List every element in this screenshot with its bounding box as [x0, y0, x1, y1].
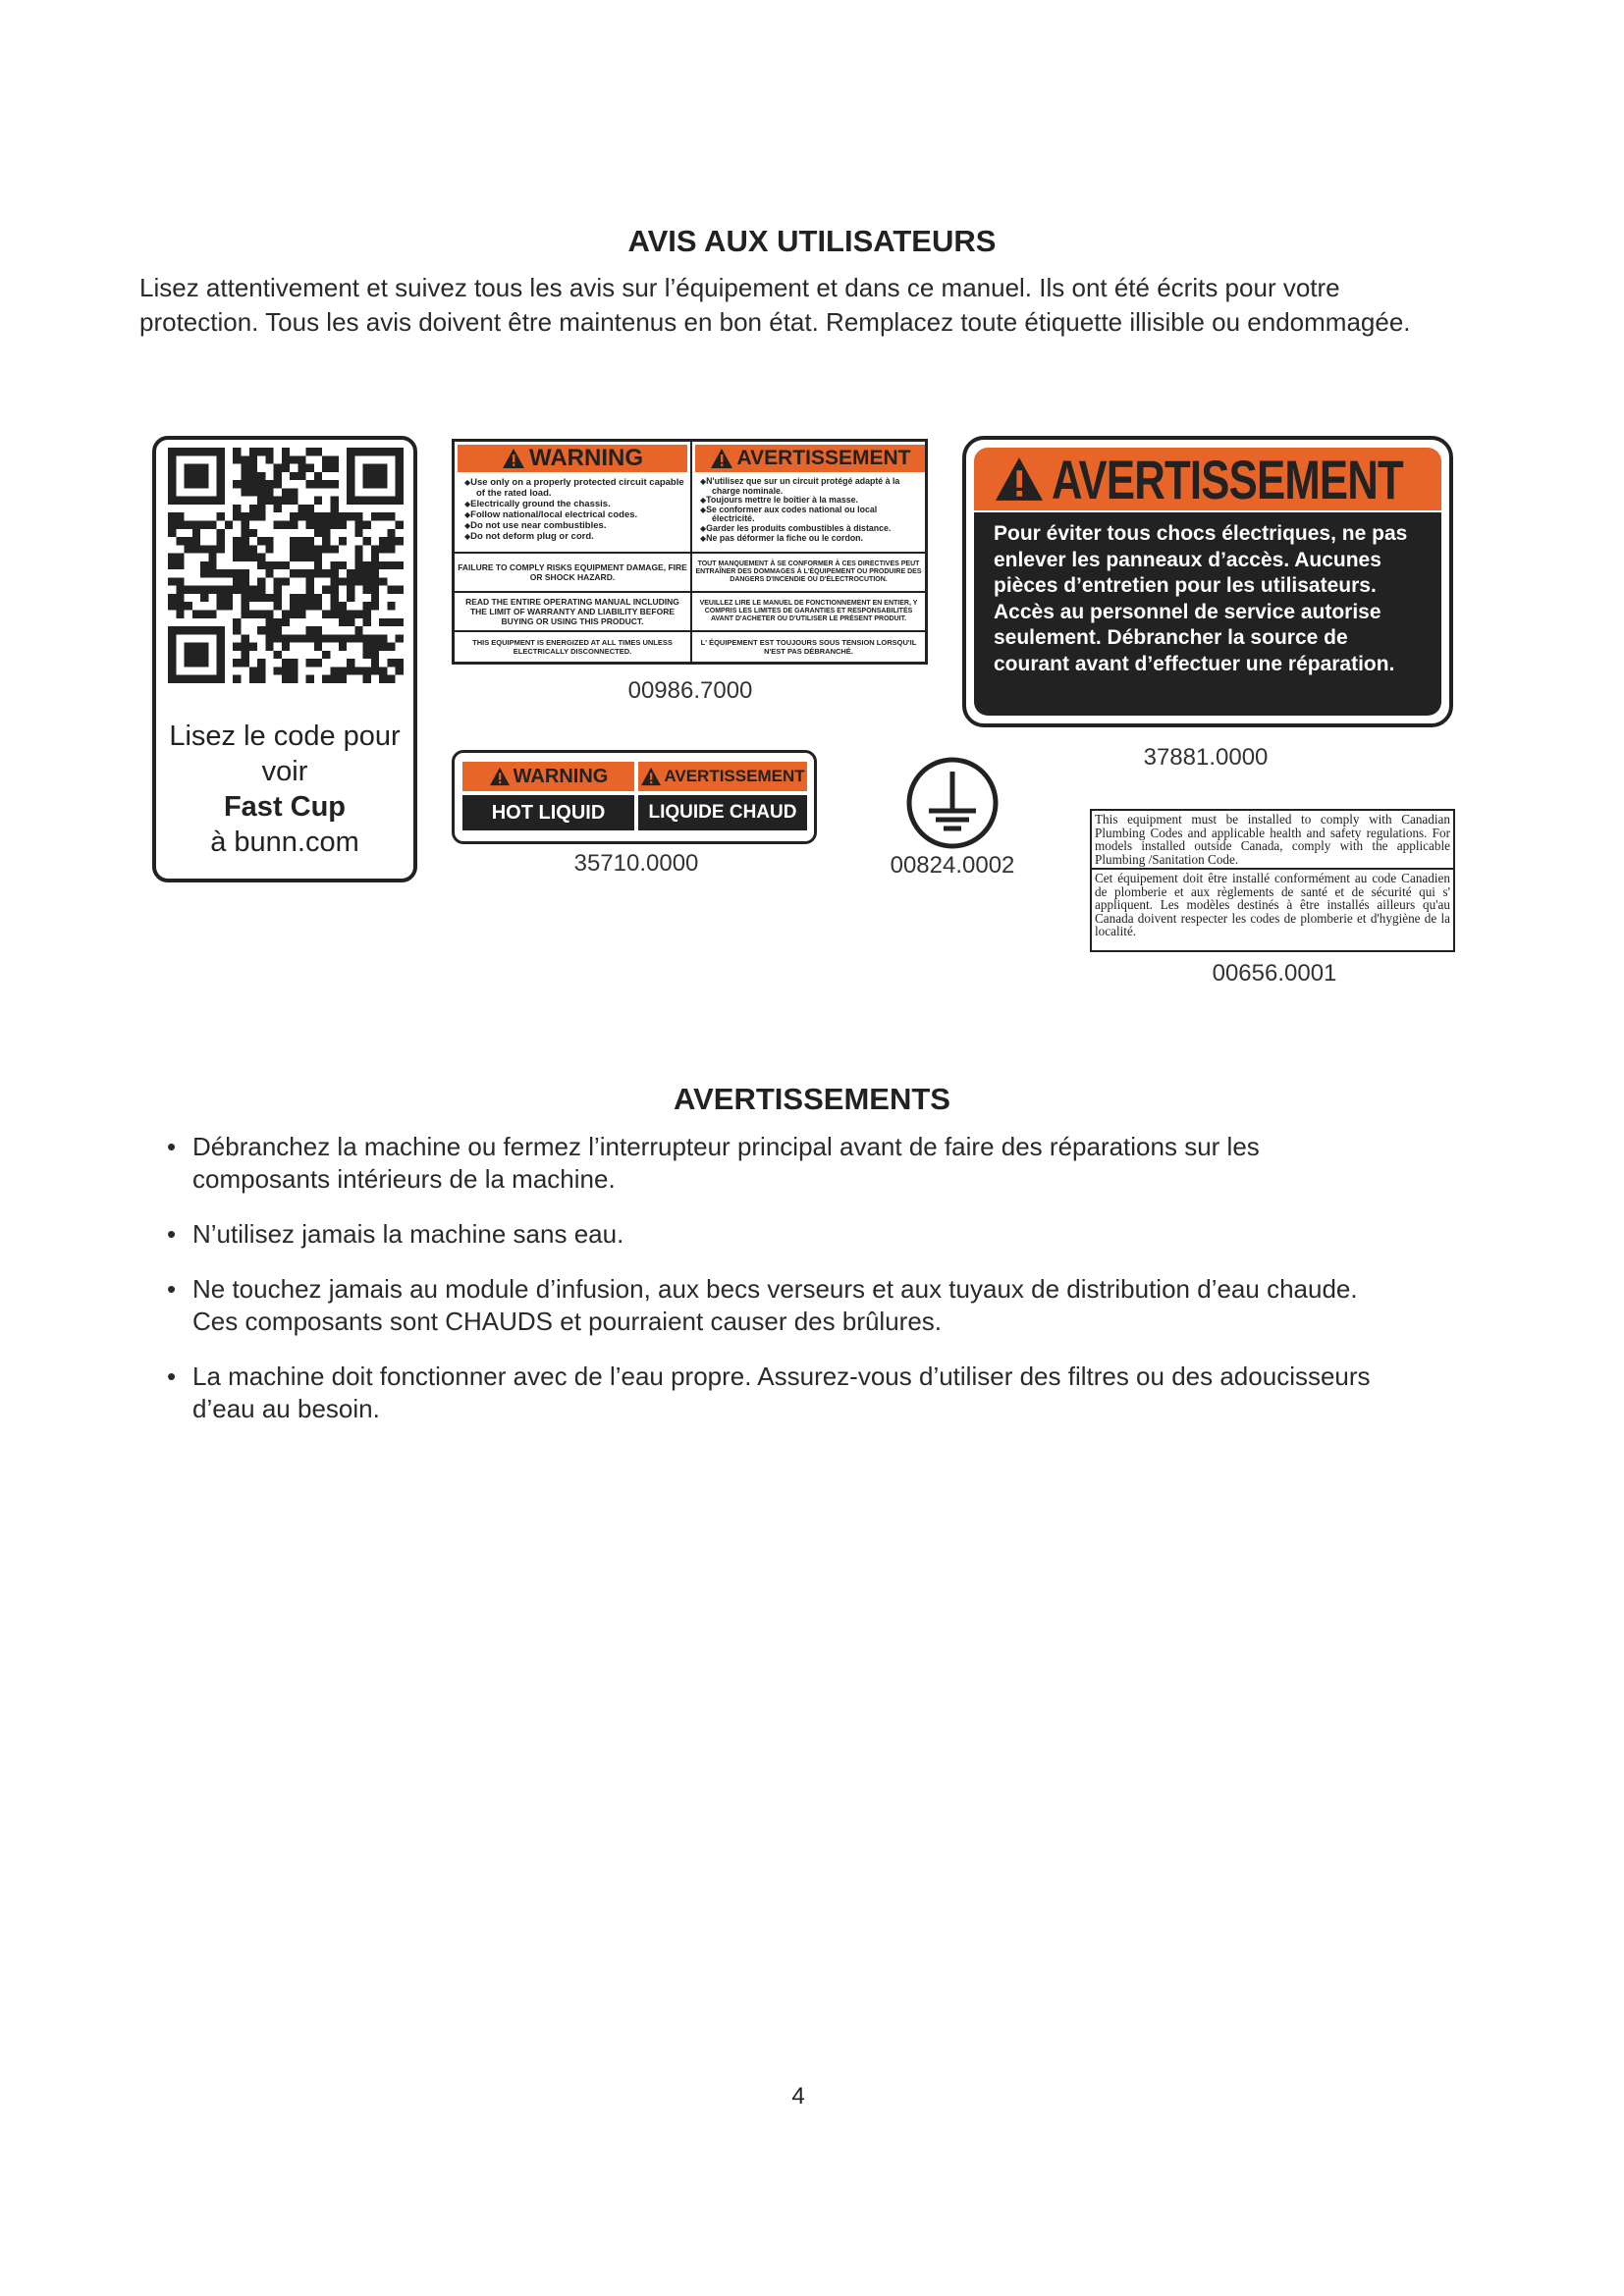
label-code-37881: 37881.0000 — [1143, 744, 1269, 771]
bullet-en: ◆ Electrically ground the chassis. — [476, 499, 686, 509]
notices-title: AVIS AUX UTILISATEURS — [627, 224, 997, 258]
warning-triangle-icon — [502, 448, 525, 469]
notices-intro: Lisez attentivement et suivez tous les avis sur l’équipement et dans ce manuel. Ils ont été écrits pour votre protection. Tous les avis doivent être maintenus en bon état. Remplacez toute étiquette illisible ou endommagée. — [139, 273, 1411, 337]
avertissement-header-text: AVERTISSEMENT — [1051, 448, 1403, 510]
bullet-fr: ◆ Toujours mettre le boîtier à la masse. — [712, 496, 922, 506]
label-row3-en: THIS EQUIPMENT IS ENERGIZED AT ALL TIMES UNLESS ELECTRICALLY DISCONNECTED. — [455, 630, 690, 662]
warning-triangle-icon — [489, 767, 511, 786]
bullet-en: ◆ Use only on a properly protected circuit capable of the rated load. — [476, 477, 686, 499]
label-code-35710: 35710.0000 — [573, 850, 699, 877]
warning-header-en-text: WARNING — [529, 445, 643, 471]
hot-liquid-label-35710 — [452, 750, 817, 844]
label-row1-fr: TOUT MANQUEMENT À SE CONFORMER À CES DIRECTIVES PEUT ENTRAÎNER DES DOMMAGES À L'ÉQUIPEMENT OU PRODUIRE DES DANGERS D'INCENDIE OU D'ÉLECTROCUTION. — [692, 552, 925, 591]
label-row3-fr: L' ÉQUIPEMENT EST TOUJOURS SOUS TENSION LORSQU'IL N'EST PAS DÉBRANCHÉ. — [692, 630, 925, 662]
canadian-label-text-en: This equipment must be installed to comply with Canadian Plumbing Codes and applicable health and safety regulations. For models installed outside Canada, comply with the applicable Plumbing /Sanitation Code. — [1095, 812, 1450, 867]
qr-code-icon — [168, 448, 404, 683]
warning-header-en — [458, 445, 687, 472]
bullet-en: ◆ Follow national/local electrical codes. — [476, 509, 686, 520]
label-row2-fr: VEUILLEZ LIRE LE MANUEL DE FONCTIONNEMENT EN ENTIER, Y COMPRIS LES LIMITES DE GARANTIES ET RESPONSABILITÉS AVANT D'ACHETER OU D'UTILISER LE PRÉSENT PRODUIT. — [692, 591, 925, 630]
bullet-en: ◆ Do not deform plug or cord. — [476, 531, 686, 542]
label-row2-en: READ THE ENTIRE OPERATING MANUAL INCLUDING THE LIMIT OF WARRANTY AND LIABILITY BEFORE BUYING OR USING THIS PRODUCT. — [455, 591, 690, 630]
warning-item: • La machine doit fonctionner avec de l’eau propre. Assurez-vous d’utiliser des filtres ou des adoucisseurs d’eau au besoin. — [155, 1361, 1382, 1425]
avertissement-body: Pour éviter tous chocs électriques, ne pas enlever les panneaux d’accès. Aucunes pièces d’entretien pour les utilisateurs. Accès au personnel de service autorise seulement. Débrancher la source de courant avant d’effectuer une réparation. — [974, 512, 1441, 716]
bullet-fr: ◆ Ne pas déformer la fiche ou le cordon. — [712, 534, 922, 544]
warning-item: • Débranchez la machine ou fermez l’interrupteur principal avant de faire des réparations sur les composants intérieurs de la machine. — [155, 1131, 1382, 1196]
warning-item: • N’utilisez jamais la machine sans eau. — [155, 1218, 1382, 1251]
bullet-fr: ◆ Se conformer aux codes national ou local électricité. — [712, 506, 922, 524]
warning-triangle-icon — [710, 448, 733, 469]
warning-item: • Ne touchez jamais au module d’infusion, aux becs verseurs et aux tuyaux de distribution d’eau chaude. Ces composants sont CHAUDS et pourraient causer des brûlures. — [155, 1273, 1382, 1338]
warnings-title: AVERTISSEMENTS — [674, 1082, 950, 1116]
avertissement-label-37881 — [962, 436, 1453, 727]
label-code-00824: 00824.0002 — [890, 852, 1015, 879]
label-row1-en: FAILURE TO COMPLY RISKS EQUIPMENT DAMAGE, FIRE OR SHOCK HAZARD. — [455, 552, 690, 591]
warning-header-fr — [695, 445, 925, 472]
hot-liquid-header-en — [462, 762, 634, 791]
bullet-en: ◆ Do not use near combustibles. — [476, 520, 686, 531]
warnings-list — [155, 1131, 1382, 1448]
bullet-fr: ◆ Garder les produits combustibles à distance. — [712, 524, 922, 534]
warning-triangle-icon — [640, 767, 662, 786]
label-code-00986: 00986.7000 — [627, 677, 753, 704]
qr-card-line1: Lisez le code pour — [169, 721, 401, 752]
warning-triangle-icon — [993, 455, 1046, 503]
hot-liquid-header-fr — [638, 762, 807, 791]
bullets-fr — [698, 477, 922, 543]
hot-liquid-text-en: HOT LIQUID — [462, 795, 634, 830]
warning-header-fr-text: AVERTISSEMENT — [736, 447, 911, 469]
qr-card-line3: Fast Cup — [223, 791, 347, 823]
page-number: 4 — [791, 2083, 805, 2109]
avertissement-header — [974, 448, 1441, 510]
hot-liquid-header-en-text: WARNING — [513, 765, 609, 787]
hot-liquid-text-fr: LIQUIDE CHAUD — [638, 795, 807, 830]
hot-liquid-header-fr-text: AVERTISSEMENT — [664, 767, 805, 785]
qr-card-line4: à bunn.com — [210, 827, 359, 858]
label-code-00656: 00656.0001 — [1212, 960, 1337, 987]
ground-symbol-icon — [903, 754, 1001, 852]
warning-label-00986 — [452, 439, 928, 665]
qr-card-line2: voir — [261, 756, 308, 787]
canadian-plumbing-label-00656 — [1090, 809, 1455, 952]
qr-code-card — [152, 436, 417, 882]
bullet-fr: ◆ N'utilisez que sur un circuit protégé adapté à la charge nominale. — [712, 477, 922, 496]
bullets-en — [462, 477, 686, 542]
canadian-label-text-fr: Cet équipement doit être installé conformément au code Canadien de plomberie et aux règlements de santé et de sécurité qui s' appliquent. Les modèles destinés à être installés ailleurs qu'au Canada doivent respecter les codes de plomberie et d'hygiène de la localité. — [1095, 871, 1450, 938]
